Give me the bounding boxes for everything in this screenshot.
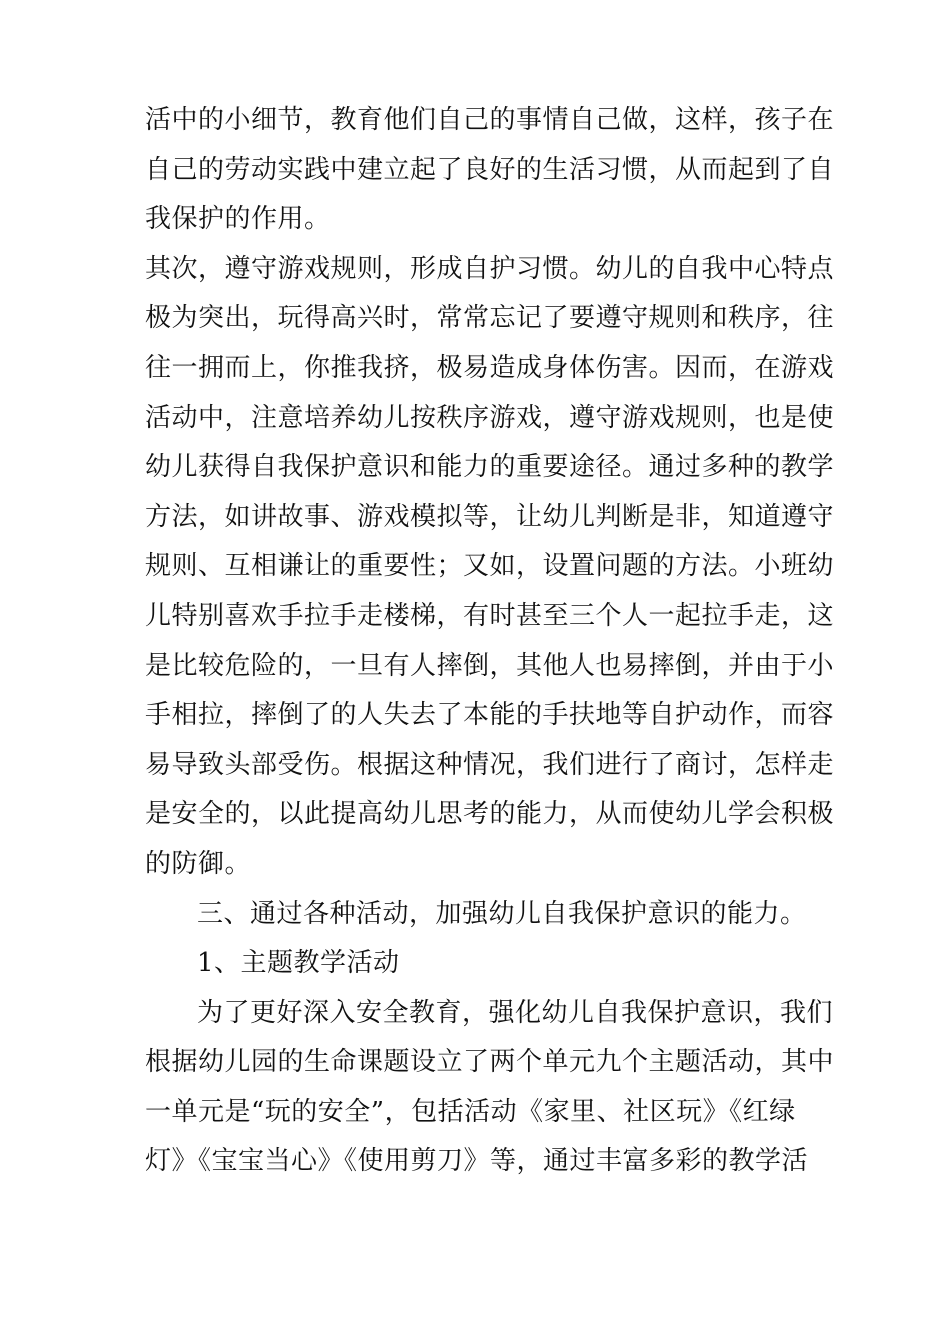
text-line: 为了更好深入安全教育，强化幼儿自我保护意识，我们: [197, 997, 834, 1028]
text-line: 活动中，注意培养幼儿按秩序游戏，遵守游戏规则，也是使: [145, 402, 835, 433]
text-line: 儿特别喜欢手拉手走楼梯，有时甚至三个人一起拉手走，这: [145, 600, 835, 631]
text-line: 我保护的作用。: [145, 204, 331, 235]
text-line: 其次，遵守游戏规则，形成自护习惯。幼儿的自我中心特点: [145, 253, 835, 284]
text-line: 活中的小细节，教育他们自己的事情自己做，这样，孩子在: [145, 105, 835, 135]
text-line: 规则、互相谦让的重要性；又如，设置问题的方法。小班幼: [145, 551, 835, 582]
text-line: 自己的劳动实践中建立起了良好的生活习惯，从而起到了自: [145, 154, 835, 185]
text-line: 灯》《宝宝当心》《使用剪刀》等，通过丰富多彩的教学活: [145, 1146, 809, 1177]
body-text: [145, 96, 835, 1187]
text-line: 幼儿获得自我保护意识和能力的重要途径。通过多种的教学: [145, 452, 835, 483]
section-heading: 三、通过各种活动，加强幼儿自我保护意识的能力。: [197, 898, 807, 929]
text-line: 易导致头部受伤。根据这种情况，我们进行了商讨，怎样走: [145, 749, 835, 780]
text-line: 手相拉，摔倒了的人失去了本能的手扶地等自护动作，而容: [145, 700, 835, 731]
text-line: 极为突出，玩得高兴时，常常忘记了要遵守规则和秩序，往: [145, 303, 835, 334]
text-line: 根据幼儿园的生命课题设立了两个单元九个主题活动，其中: [145, 1047, 835, 1078]
subsection-heading: 1、主题教学活动: [197, 948, 400, 979]
text-line: 的防御。: [145, 848, 252, 879]
text-line: 是安全的，以此提高幼儿思考的能力，从而使幼儿学会积极: [145, 799, 835, 830]
text-line: 方法，如讲故事、游戏模拟等，让幼儿判断是非，知道遵守: [145, 501, 835, 532]
text-line: 是比较危险的，一旦有人摔倒，其他人也易摔倒，并由于小: [145, 650, 835, 681]
text-line: 一单元是“玩的安全”，包括活动《家里、社区玩》《红绿: [145, 1096, 796, 1127]
text-line: 往一拥而上，你推我挤，极易造成身体伤害。因而，在游戏: [145, 352, 835, 383]
